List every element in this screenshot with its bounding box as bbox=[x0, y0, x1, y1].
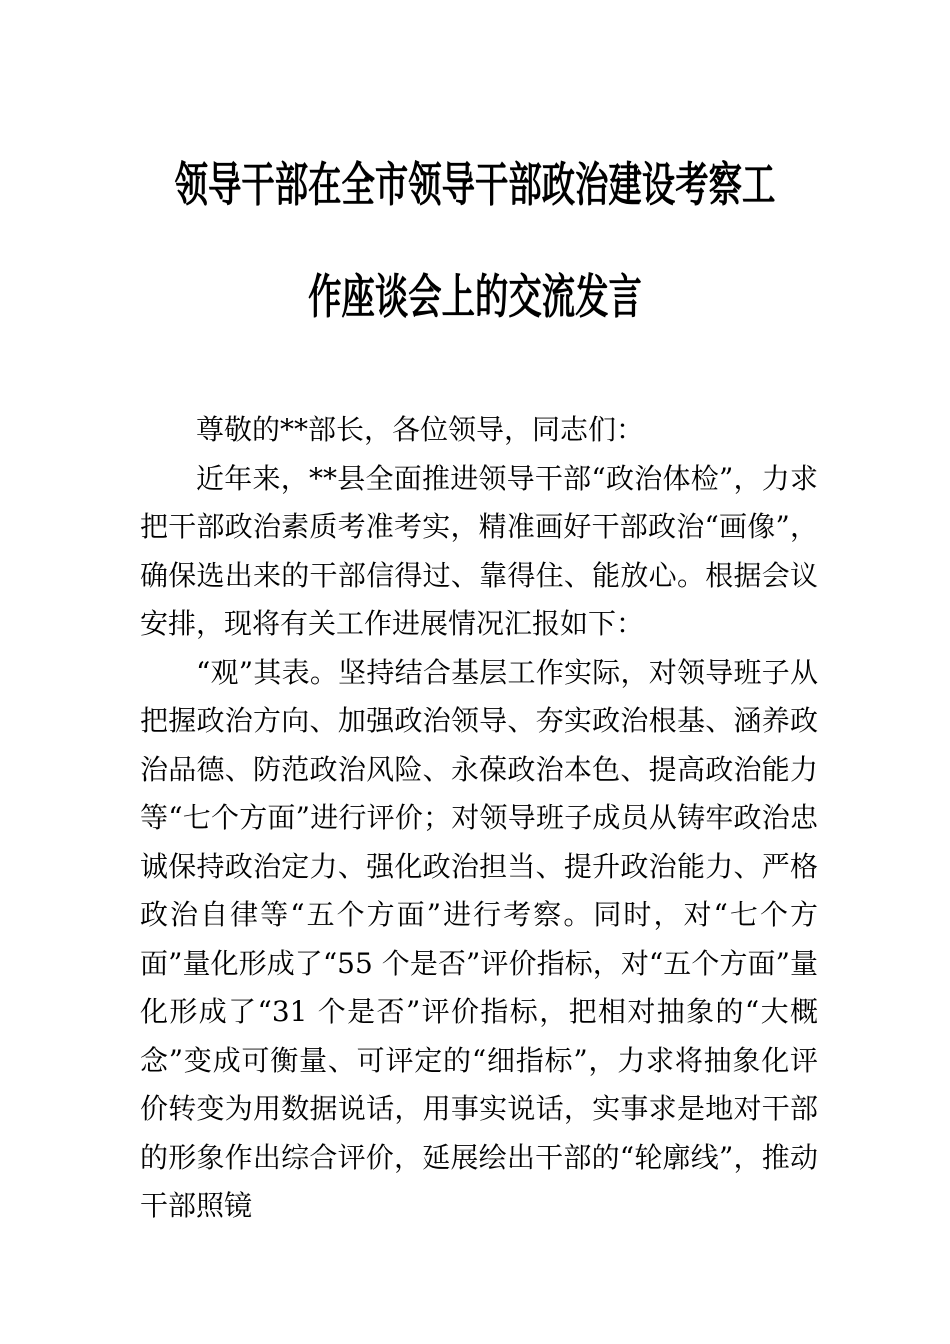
document-title-line-2: 作座谈会上的交流发言 bbox=[308, 270, 642, 325]
paragraph-salutation: 尊敬的**部长，各位领导，同志们： bbox=[196, 413, 645, 446]
paragraph-guan-qi-biao: “观”其表。坚持结合基层工作实际，对领导班子从把握政治方向、加强政治领导、夯实政治根基、涵养政治品德、防范政治风险、永葆政治本色、提高政治能力等“七个方面”进行评价；对领导班子成员从铸牢政治忠诚保持政治定力、强化政治担当、提升政治能力、严格政治自律等“五个方面”进行考察。同时，对“七个方面”量化形成了“55 个是否”评价指标，对“五个方面”量化形成了“31 个是否”评价指标，把相对抽象的“大概念”变成可衡量、可评定的“细指标”，力求将抽象化评价转变为用数据说话，用事实说话，实事求是地对干部的形象作出综合评价，延展绘出干部的“轮廓线”，推动干部照镜 bbox=[140, 655, 818, 1222]
paragraph-intro: 近年来，**县全面推进领导干部“政治体检”，力求把干部政治素质考准考实，精准画好干部政治“画像”，确保选出来的干部信得过、靠得住、能放心。根据会议安排，现将有关工作进展情况汇报如下： bbox=[140, 461, 818, 640]
document-title-line-1: 领导干部在全市领导干部政治建设考察工 bbox=[174, 158, 776, 213]
document-title bbox=[0, 130, 950, 354]
document-body bbox=[140, 406, 818, 1231]
